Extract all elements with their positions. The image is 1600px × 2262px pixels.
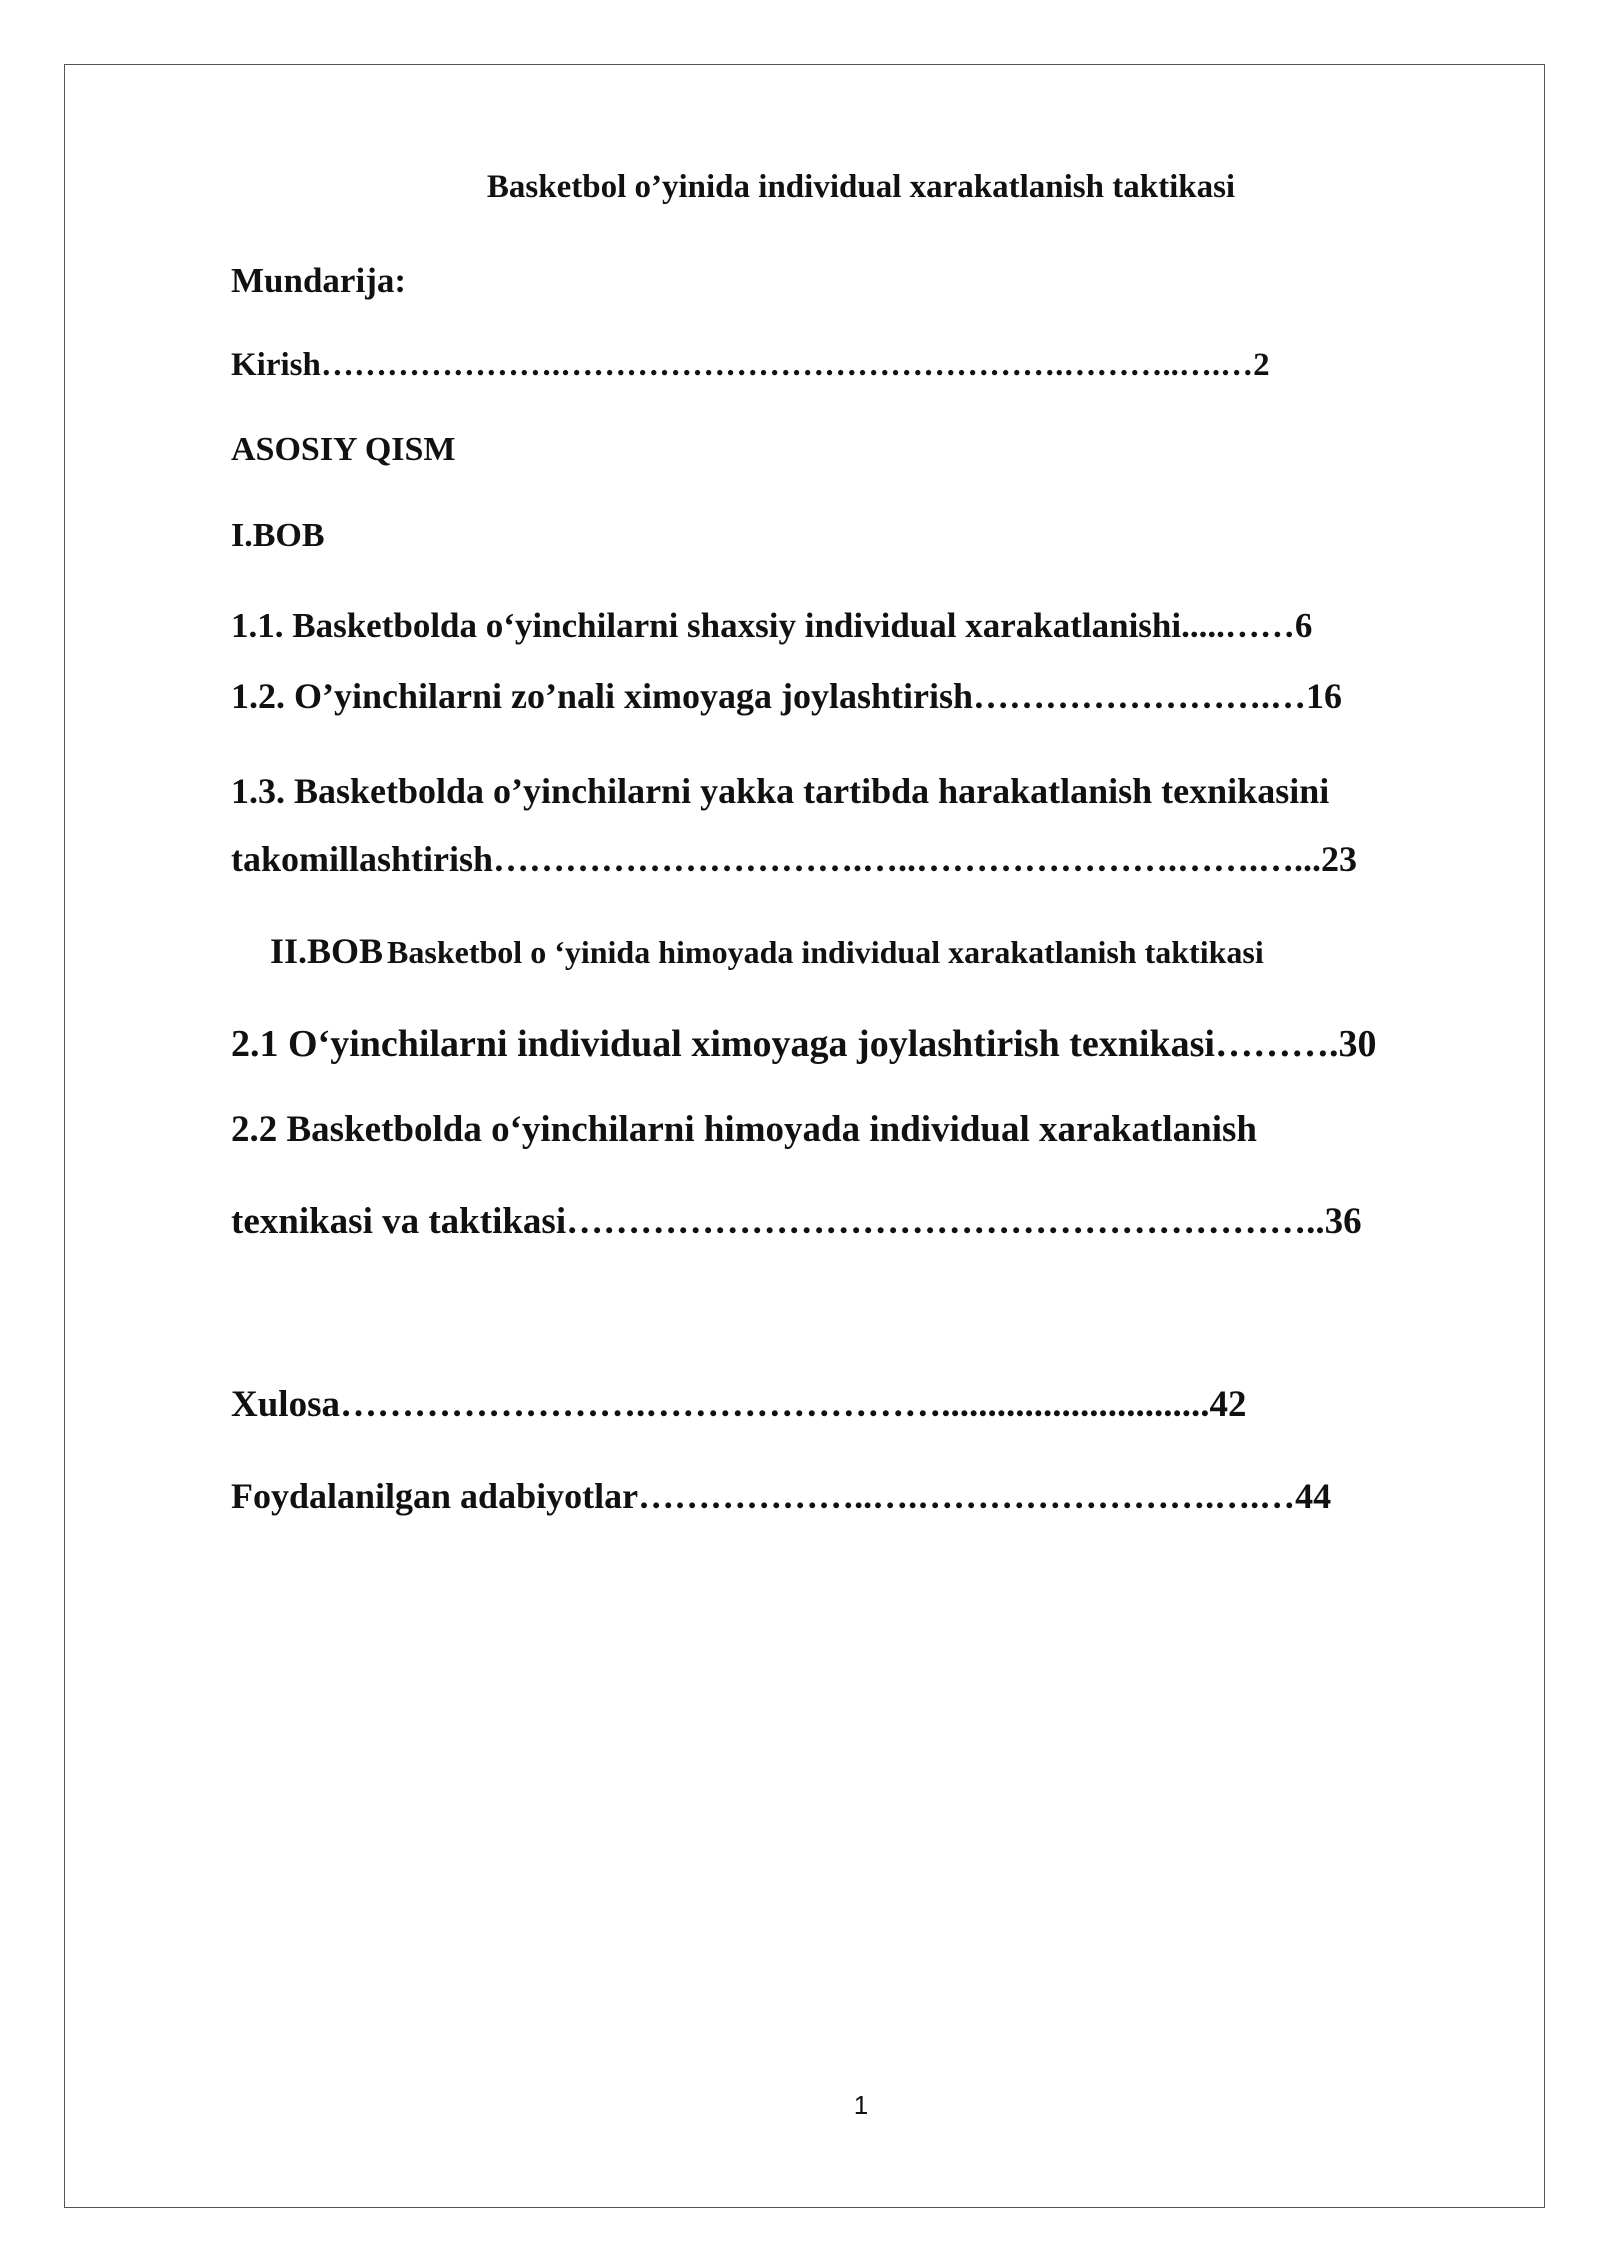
toc-item-intro[interactable] [231,347,1270,384]
toc-page: 36 [1324,1201,1362,1242]
toc-leader: …………………….……………………............................. [339,1384,1210,1425]
toc-page: 6 [1294,606,1313,645]
toc-leader: ………………..….…………………….….… [638,1476,1296,1516]
toc-label: Xulosa [231,1384,340,1425]
toc-item-conclusion[interactable] [231,1383,1246,1426]
toc-label: Kirish [231,347,321,383]
toc-item-2-2-line1: 2.2 Basketbolda o‘yinchilarni himoyada individual xarakatlanish [231,1109,1257,1150]
toc-leader: .....…… [1181,606,1295,645]
toc-page: ..23 [1303,839,1358,879]
toc-leader: …………………………………………………….. [566,1201,1325,1242]
main-part-heading: ASOSIY QISM [231,431,456,468]
toc-leader: ………………………….…..………………….…….…. [493,839,1304,879]
document-title: Basketbol o’yinida individual xarakatlanish taktikasi [486,169,1236,205]
toc-leader: …………………….… [973,676,1307,716]
toc-item-1-3-line1: 1.3. Basketbolda o’yinchilarni yakka tartibda harakatlanish texnikasini [231,771,1330,811]
chapter2-number: II.BOB [270,931,384,971]
toc-page: 44 [1295,1476,1332,1516]
toc-page: 30 [1338,1023,1377,1065]
toc-label: 2.1 O‘yinchilarni individual ximoyaga joylashtirish texnikasi [231,1023,1215,1065]
page-number: 1 [853,2090,869,2120]
toc-label: takomillashtirish [231,839,494,879]
toc-item-2-1[interactable] [231,1022,1376,1066]
toc-page: 42 [1209,1384,1247,1425]
contents-heading: Mundarija: [231,261,406,300]
toc-label: Foydalanilgan adabiyotlar [231,1476,639,1516]
toc-item-1-3[interactable] [231,838,1357,880]
toc-item-1-2[interactable] [231,675,1342,717]
toc-item-1-1[interactable] [231,606,1312,646]
toc-leader: ………. [1214,1023,1339,1065]
toc-item-references[interactable] [231,1475,1331,1517]
toc-page: 16 [1306,676,1343,716]
toc-item-2-2[interactable] [231,1200,1362,1243]
toc-label: texnikasi va taktikasi [231,1201,567,1242]
chapter2-heading [270,930,1264,972]
chapter1-heading: I.BOB [231,517,325,554]
toc-leader: ………………….……………………………………….………..….… [320,347,1254,383]
chapter2-title: Basketbol o ‘yinida himoyada individual xarakatlanish taktikasi [387,934,1264,970]
toc-label: 1.1. Basketbolda o‘yinchilarni shaxsiy individual xarakatlanishi [231,606,1182,645]
toc-page: 2 [1253,347,1270,383]
toc-label: 1.2. O’yinchilarni zo’nali ximoyaga joylashtirish [231,676,974,716]
